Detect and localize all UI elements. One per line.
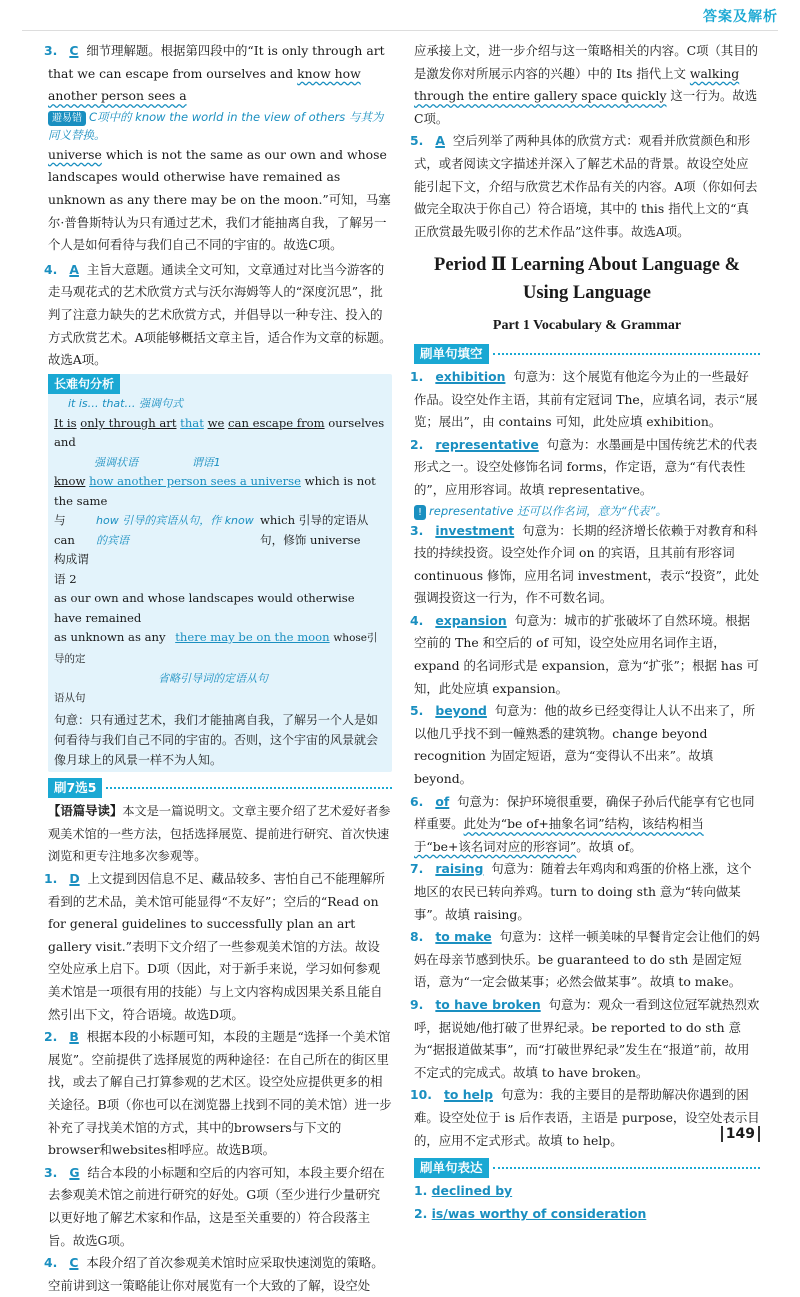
item-number: 4.: [44, 261, 58, 277]
answer-item-7of5-4: 4. C 本段介绍了首次参观美术馆时应采取快速浏览的策略。空前讲到这一策略能让你对展览有一个大致的了解，设空处: [44, 1255, 384, 1293]
analysis-line-4: 与 can 构成谓语 2 how 引导的宾语从句，作 know 的宾语 which 引导的定语从句，修饰 universe: [54, 513, 369, 586]
fill-item-4: 4. expansion 句意为：城市的扩张破坏了自然环境。根据空前的 The 和空后的 of 可知，设空处应用名词作主语，expand 的名词形式是 expansion，意为“扩张”；根据 has 可知，此处应填 expansion。: [410, 612, 759, 696]
answer-item-left-4: [44, 259, 392, 372]
fill-item-10: 10. to help 句意为：我的主要目的是帮助解决你遇到的困难。设空处位于 is 后作表语，主语是 purpose，设空处表示目的，应用不定式形式。故填 to help。: [410, 1087, 760, 1148]
analysis-translation: 句意：只有通过艺术，我们才能抽离自我，了解另一个人是如何看待与我们自己不同的宇宙的。否则，这个宇宙的风景就会像月球上的风景一样不为人知。: [54, 713, 379, 768]
analysis-line-3: know how another person sees a universe which is not the same: [54, 474, 376, 508]
page-header: 答案及解析: [703, 9, 778, 25]
sentence-analysis-box: [48, 374, 392, 773]
analysis-line-1: it is… that… 强调句式: [68, 397, 183, 411]
item-text-highlight: know how another person sees a: [48, 65, 361, 104]
item-number: 3.: [44, 43, 58, 58]
page-number: 149: [721, 1126, 760, 1142]
answer-item-left-3-cont: [48, 144, 392, 257]
note-text: C项中的 know the world in the view of others 与其为同义替换。: [48, 109, 384, 142]
error-note: [48, 108, 392, 144]
express-item-1: 1. declined by: [414, 1183, 513, 1199]
section-tag-7of5: 刷7选5: [48, 778, 392, 798]
section-tag-express: 刷单句表达: [414, 1158, 760, 1178]
section-tag-fill: 刷单句填空: [414, 344, 760, 364]
item-text: which is not the same as our own and whose landscapes would otherwise have remained as unknown as any there may be on the moon.”可知，马塞尔·普鲁斯特认为只有通过艺术，我们才能抽离自我，了解另一个人是如何看待与我们自己不同的宇宙的。故选C项。: [48, 146, 391, 253]
period-title: Period Ⅱ Learning About Language & Using Language: [434, 255, 740, 304]
answer-item-7of5-5: 5. A 空后列举了两种具体的欣赏方式：观看并欣赏颜色和形式，或者阅读文字描述并深入了解艺术品的背景。故设空处应能引起下文，介绍与欣赏艺术作品有关的内容。A项（你如何去做完全取决于你自己）符合语境，其中的 this 指代上文的“真正欣赏最先吸引你的艺术作品”这件事。故选A项。: [410, 133, 758, 239]
left-column: [44, 40, 392, 1297]
item-text: 主旨大意题。通读全文可知，文章通过对比当今游客的走马观花式的艺术欣赏方式与沃尔海姆等人的“深度沉思”，批判了注意力缺失的艺术欣赏方式，并倡导以一种专注、投入的方式欣赏艺术。A项能够概括文章主旨，适合作为文章的标题。故选A项。: [48, 261, 392, 368]
analysis-line-7: 语从句: [54, 691, 86, 704]
express-item-2: 2. is/was worthy of consideration: [414, 1205, 647, 1221]
fill-item-2: 2. representative 句意为：水墨画是中国传统艺术的代表形式之一。设空处修饰名词 forms，作定语，意为“有代表性的”，应用形容词。故填 representative。: [410, 436, 758, 497]
fill-item-8: 8. to make 句意为：这样一顿美味的早餐肯定会让他们的妈妈在母亲节感到快乐。be guaranteed to do sth 是固定短语，意为“一定会做某事；必然会做某事”。故填 to make。: [410, 929, 760, 990]
item-answer: A: [69, 261, 79, 277]
item-answer: C: [69, 43, 79, 58]
analysis-line-6: as unknown as any there may be on the moon whose引导的定: [54, 630, 378, 665]
note-badge: 避易错: [48, 111, 86, 126]
analysis-line-2-notes: 强调状语 谓语1: [94, 455, 221, 469]
answer-item-7of5-4-cont: 应承接上文，进一步介绍与这一策略相关的内容。C项（其目的是激发你对所展示内容的兴趣）中的 Its 指代上文 walking through the entire gallery space quickly 这一行为。故选C项。: [414, 43, 759, 126]
analysis-line-6-note: 省略引导词的定语从句: [158, 672, 268, 686]
item-text-highlight: universe: [48, 146, 102, 162]
box-title: 长难句分析: [48, 374, 120, 394]
answer-item-7of5-2: 2. B 根据本段的小标题可知，本段的主题是“选择一个美术馆展览”。空前提供了选择展览的两种途径：在自己所在的街区里找，或去了解自己打算参观的艺术区。设空处应提供更多的相关途径。B项（你也可以在浏览器上找到不同的美术馆）进一步补充了寻找美术馆的方式，其中的browsers与下文的browser和websites相呼应。故选B项。: [44, 1029, 392, 1158]
fill-item-6: 6. of 句意为：保护环境很重要，确保子孙后代能享有它也同样重要。此处为“be of+抽象名词”结构，该结构相当于“be+该名词对应的形容词”。故填 of。: [410, 793, 755, 854]
fill-item-9: 9. to have broken 句意为：观众一看到这位冠军就热烈欢呼，据说她/他打破了世界纪录。be reported to do sth 意为“据报道做某事”，而“打破世界纪录”发生在“报道”前，故用不定式的完成式。故填 to have broken。: [410, 996, 760, 1080]
analysis-line-5: as our own and whose landscapes would otherwise have remained: [54, 591, 355, 625]
fill-item-3: 3. investment 句意为：长期的经济增长依赖于对教育和科技的持续投资。设空处作介词 on 的宾语，且其前有形容词 continuous 修饰，应用名词 investment，表示“投资”，此处强调投资这一行为，作不可数名词。: [410, 522, 760, 606]
analysis-line-2: It is only through art that we can escape from ourselves and: [54, 415, 385, 450]
fill-item-2-note: ! representative 还可以作名词，意为“代表”。: [414, 502, 760, 520]
item-text: 细节理解题。根据第四段中的“It is only through art that we can escape from ourselves and: [48, 43, 385, 81]
answer-item-7of5-3: 3. G 结合本段的小标题和空后的内容可知，本段主要介绍在去参观美术馆之前进行研究的好处。G项（至少进行少量研究以更好地了解艺术家和作品，这是至关重要的）符合段落主旨。故选G项。: [44, 1164, 385, 1248]
fill-item-7: 7. raising 句意为：随着去年鸡肉和鸡蛋的价格上涨，这个地区的农民已转向养鸡。turn to doing sth 意为“转向做某事”。故填 raising。: [410, 861, 752, 922]
passage-guide: 【语篇导读】本文是一篇说明文。文章主要介绍了艺术爱好者参观美术馆的一些方法，包括选择展览、提前进行研究、首次快速浏览和更专注地多次参观等。: [48, 803, 391, 864]
answer-item-7of5-1: 1. D 上文提到因信息不足、藏品较多、害怕自己不能理解所看到的艺术品，美术馆可能显得“不友好”；空后的“Read on for general guidelines to successfully plan an art gallery visit.”表明下文介绍了一些参观美术馆的方法。故设空处应承上启下。D项（因此，对于新手来说，学习如何参观美术馆是一项很有用的技能）与上文内容构成因果关系且能自然引出下文，符合语境。故选D项。: [44, 871, 385, 1022]
part-title: Part 1 Vocabulary & Grammar: [492, 318, 682, 334]
fill-item-1: 1. exhibition 句意为：这个展览有他迄今为止的一些最好作品。设空处作主语，其前有定冠词 The，应填名词，表示“展览；展出”，由 contains 可知，此处应填 exhibition。: [410, 368, 758, 430]
header-divider: [22, 30, 778, 31]
right-column: [410, 40, 760, 1225]
answer-item-left-3: [44, 40, 392, 108]
fill-item-5: 5. beyond 句意为：他的故乡已经变得让人认不出来了，所以他几乎找不到一幢熟悉的建筑物。change beyond recognition 为固定短语，意为“变得认不出来”。故填 beyond。: [410, 703, 755, 787]
